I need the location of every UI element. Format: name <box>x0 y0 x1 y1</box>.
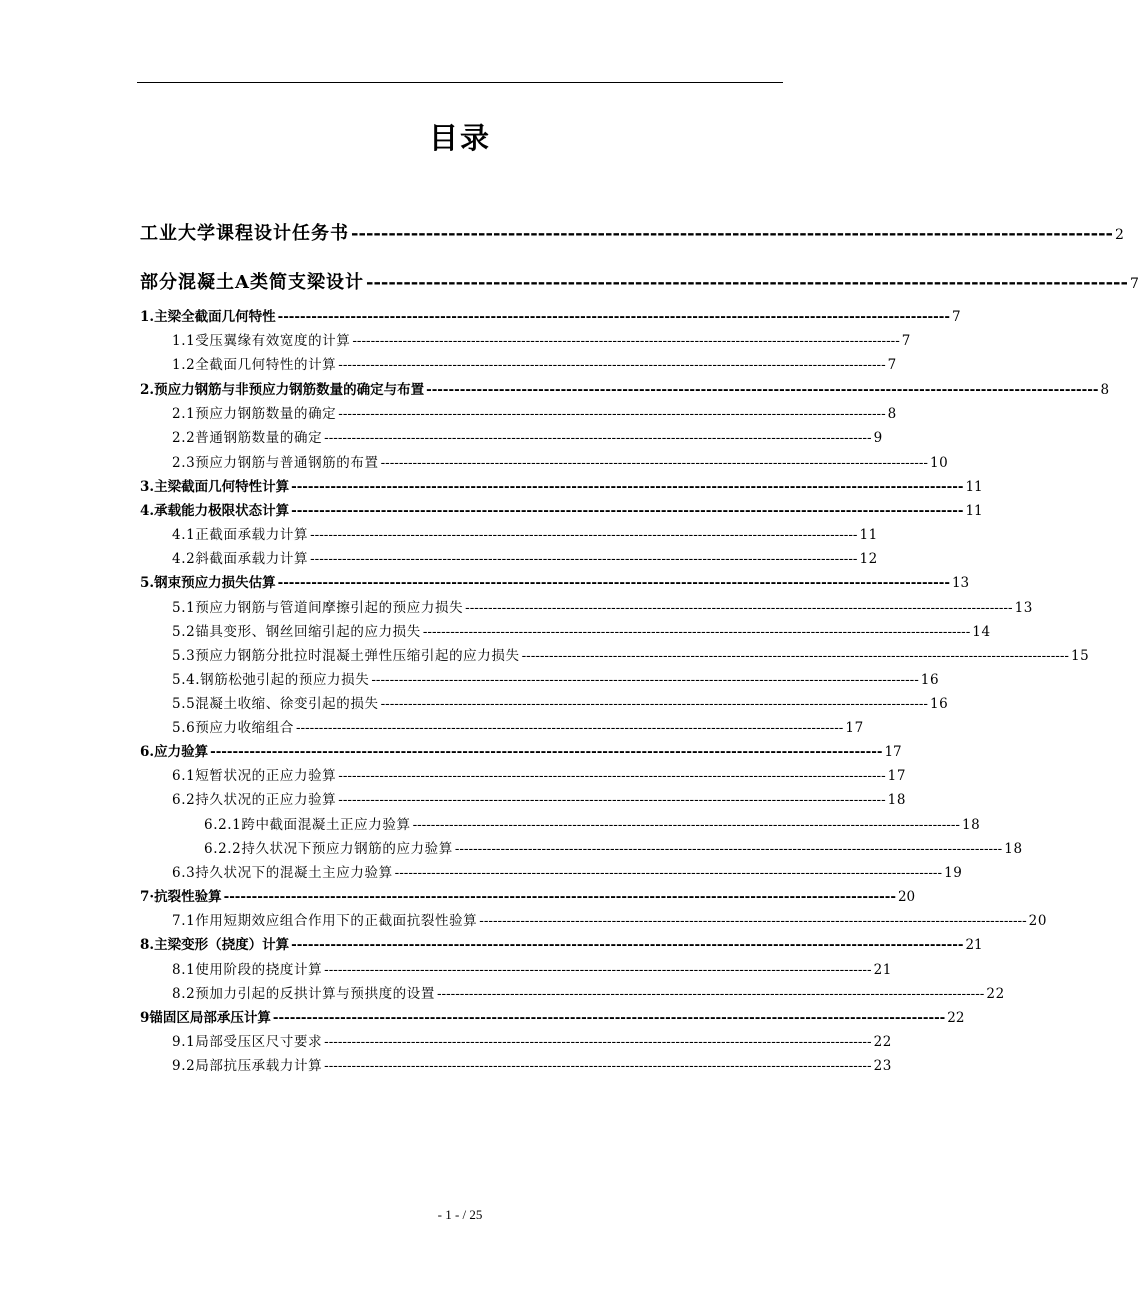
toc-entry[interactable] <box>140 499 983 519</box>
toc-entry-page: 7 <box>1129 276 1140 292</box>
toc-entry-label: 2.3预应力钢筋与普通钢筋的布置 <box>172 455 379 471</box>
toc-entry[interactable] <box>172 426 883 446</box>
toc-entry-page: 17 <box>845 720 864 736</box>
toc-leader: ------------------------------------------------------------------------------------------------------------------------ <box>210 744 883 760</box>
toc-entry-page: 10 <box>929 455 949 471</box>
toc-entry[interactable] <box>140 378 1110 398</box>
toc-entry-label: 9锚固区局部承压计算 <box>140 1010 271 1026</box>
toc-leader: ------------------------------------------------------------------------------------------------------------------------ <box>454 841 1003 857</box>
toc-leader: ------------------------------------------------------------------------------------------------------------------------ <box>465 600 1013 616</box>
toc-entry[interactable] <box>172 547 878 567</box>
toc-entry-page: 18 <box>961 817 981 833</box>
toc-entry[interactable] <box>140 219 1125 245</box>
toc-entry-label: 部分混凝土A类简支梁设计 <box>140 272 364 293</box>
toc-entry-label: 5.5混凝土收缩、徐变引起的损失 <box>172 696 379 712</box>
toc-entry[interactable] <box>172 1030 892 1050</box>
toc-entry[interactable] <box>140 571 970 591</box>
toc-leader: ------------------------------------------------------------------------------------------------------------------------ <box>338 357 886 373</box>
toc-entry-page: 13 <box>951 575 970 591</box>
toc-entry-page: 20 <box>897 889 916 905</box>
toc-entry-page: 15 <box>1070 648 1090 664</box>
toc-entry[interactable] <box>140 933 983 953</box>
toc-leader: ------------------------------------------------------------------------------------------------------------------------ <box>426 382 1099 398</box>
toc-leader: ------------------------------------------------------------------------------------------------------------------------ <box>338 768 886 784</box>
toc-entry-page: 7 <box>901 333 911 349</box>
toc-entry-label: 4.1正截面承载力计算 <box>172 527 309 543</box>
toc-leader: ------------------------------------------------------------------------------------------------------------------------ <box>352 333 900 349</box>
toc-entry-page: 23 <box>873 1058 892 1074</box>
toc-entry-page: 17 <box>884 744 902 760</box>
toc-entry-label: 1.1受压翼缘有效宽度的计算 <box>172 333 351 349</box>
toc-leader: ------------------------------------------------------------------------------------------------------------------------ <box>521 648 1069 664</box>
toc-leader: ------------------------------------------------------------------------------------------------------ <box>365 272 1128 293</box>
toc-entry[interactable] <box>140 475 983 495</box>
toc-leader: ------------------------------------------------------------------------------------------------------------------------ <box>394 865 943 881</box>
toc-entry-label: 2.1预应力钢筋数量的确定 <box>172 406 337 422</box>
toc-entry-page: 13 <box>1014 600 1033 616</box>
toc-leader: ------------------------------------------------------------------------------------------------------------------------ <box>412 817 960 833</box>
toc-entry-label: 8.主梁变形（挠度）计算 <box>140 937 290 953</box>
toc-entry[interactable] <box>172 861 963 881</box>
toc-leader: ------------------------------------------------------------------------------------------------------------------------ <box>371 672 919 688</box>
toc-entry-page: 18 <box>1004 841 1023 857</box>
toc-entry-label: 6.应力验算 <box>140 744 209 760</box>
toc-entry[interactable] <box>172 329 911 349</box>
toc-entry-label: 工业大学课程设计任务书 <box>140 223 349 244</box>
toc-entry[interactable] <box>140 305 961 325</box>
toc-leader: ------------------------------------------------------------------------------------------------------------------------ <box>291 503 964 519</box>
toc-leader: ------------------------------------------------------------------------------------------------------------------------ <box>324 962 872 978</box>
toc-entry-page: 19 <box>944 865 963 881</box>
toc-entry-page: 14 <box>972 624 991 640</box>
toc-entry-label: 1.2全截面几何特性的计算 <box>172 357 337 373</box>
toc-entry-page: 22 <box>947 1010 965 1026</box>
toc-leader: ------------------------------------------------------------------------------------------------------------------------ <box>479 913 1027 929</box>
toc-leader: ------------------------------------------------------------------------------------------------------------------------ <box>310 527 858 543</box>
toc-leader: ------------------------------------------------------------------------------------------------------------------------ <box>338 406 886 422</box>
toc-entry-label: 6.3持久状况下的混凝土主应力验算 <box>172 865 393 881</box>
toc-entry[interactable] <box>172 644 1090 664</box>
toc-entry-page: 8 <box>1100 382 1110 398</box>
toc-entry[interactable] <box>140 740 902 760</box>
toc-entry-page: 16 <box>920 672 940 688</box>
toc-entry-label: 6.2.1跨中截面混凝土正应力验算 <box>204 817 411 833</box>
toc-entry[interactable] <box>172 402 897 422</box>
toc-entry[interactable] <box>172 523 878 543</box>
toc-entry-page: 8 <box>887 406 897 422</box>
toc-entry-page: 9 <box>873 430 883 446</box>
toc-leader: ------------------------------------------------------------------------------------------------------------------------ <box>324 1034 872 1050</box>
toc-entry-page: 22 <box>873 1034 892 1050</box>
toc-entry-page: 7 <box>887 357 897 373</box>
toc-leader: ------------------------------------------------------------------------------------------------------------------------ <box>422 624 971 640</box>
toc-entry[interactable] <box>172 668 940 688</box>
toc-entry[interactable] <box>172 451 949 471</box>
toc-leader: ------------------------------------------------------------------------------------------------------------------------ <box>310 551 858 567</box>
toc-entry-label: 5.4.钢筋松弛引起的预应力损失 <box>172 672 370 688</box>
toc-entry-label: 3.主梁截面几何特性计算 <box>140 479 290 495</box>
toc-leader: ------------------------------------------------------------------------------------------------------------------------ <box>380 696 928 712</box>
toc-leader: ------------------------------------------------------------------------------------------------------ <box>351 223 1114 244</box>
toc-leader: ------------------------------------------------------------------------------------------------------------------------ <box>380 455 928 471</box>
toc-entry-page: 18 <box>887 792 907 808</box>
toc-entry-page: 2 <box>1115 227 1125 243</box>
toc-leader: ------------------------------------------------------------------------------------------------------------------------ <box>324 1058 872 1074</box>
toc-entry[interactable] <box>204 837 1023 857</box>
toc-entry-page: 11 <box>859 527 878 543</box>
toc-entry-label: 7.1作用短期效应组合作用下的正截面抗裂性验算 <box>172 913 478 929</box>
toc-entry-label: 5.1预应力钢筋与管道间摩擦引起的预应力损失 <box>172 600 464 616</box>
toc-entry-page: 22 <box>986 986 1005 1002</box>
toc-entry-page: 21 <box>965 937 983 953</box>
toc-entry-page: 12 <box>859 551 878 567</box>
toc-leader: ------------------------------------------------------------------------------------------------------------------------ <box>436 986 985 1002</box>
toc-entry[interactable] <box>140 1006 965 1026</box>
toc-entry[interactable] <box>172 1054 892 1074</box>
toc-entry-page: 7 <box>951 309 961 325</box>
toc-leader: ------------------------------------------------------------------------------------------------------------------------ <box>338 792 886 808</box>
toc-entry[interactable] <box>172 788 907 808</box>
toc-entry-page: 20 <box>1028 913 1048 929</box>
toc-entry-label: 6.2.2持久状况下预应力钢筋的应力验算 <box>204 841 453 857</box>
toc-entry-label: 5.钢束预应力损失估算 <box>140 575 276 591</box>
toc-entry-label: 7·抗裂性验算 <box>140 889 222 905</box>
toc-entry-page: 21 <box>873 962 892 978</box>
toc-title: 目录 <box>428 121 491 155</box>
toc-entry-label: 2.2普通钢筋数量的确定 <box>172 430 323 446</box>
toc-entry-label: 8.1使用阶段的挠度计算 <box>172 962 323 978</box>
page-number-footer: - 1 - / 25 <box>437 1207 483 1222</box>
toc-entry[interactable] <box>172 620 991 640</box>
toc-entry[interactable] <box>172 596 1033 616</box>
toc-entry-label: 4.承载能力极限状态计算 <box>140 503 290 519</box>
toc-entry-label: 5.3预应力钢筋分批拉时混凝土弹性压缩引起的应力损失 <box>172 648 520 664</box>
toc-entry-page: 17 <box>887 768 907 784</box>
toc-entry-page: 11 <box>965 479 983 495</box>
toc-entry[interactable] <box>172 958 892 978</box>
toc-entry[interactable] <box>204 813 981 833</box>
toc-leader: ------------------------------------------------------------------------------------------------------------------------ <box>295 720 844 736</box>
toc-entry-label: 9.1局部受压区尺寸要求 <box>172 1034 323 1050</box>
toc-entry-page: 11 <box>965 503 983 519</box>
toc-leader: ------------------------------------------------------------------------------------------------------------------------ <box>272 1010 946 1026</box>
toc-entry-label: 6.1短暂状况的正应力验算 <box>172 768 337 784</box>
toc-entry-label: 2.预应力钢筋与非预应力钢筋数量的确定与布置 <box>140 382 425 398</box>
toc-leader: ------------------------------------------------------------------------------------------------------------------------ <box>291 479 964 495</box>
toc-entry[interactable] <box>172 982 1005 1002</box>
toc-entry-label: 8.2预加力引起的反拱计算与预拱度的设置 <box>172 986 435 1002</box>
toc-entry[interactable] <box>172 716 864 736</box>
toc-entry[interactable] <box>172 909 1048 929</box>
toc-entry[interactable] <box>140 885 916 905</box>
toc-entry-label: 4.2斜截面承载力计算 <box>172 551 309 567</box>
toc-entry-label: 5.6预应力收缩组合 <box>172 720 294 736</box>
toc-leader: ------------------------------------------------------------------------------------------------------------------------ <box>324 430 872 446</box>
toc-entry-label: 5.2锚具变形、钢丝回缩引起的应力损失 <box>172 624 421 640</box>
toc-leader: ------------------------------------------------------------------------------------------------------------------------ <box>223 889 896 905</box>
toc-entry-page: 16 <box>929 696 949 712</box>
toc-leader: ------------------------------------------------------------------------------------------------------------------------ <box>277 575 950 591</box>
toc-entry-label: 6.2持久状况的正应力验算 <box>172 792 337 808</box>
toc-entry[interactable] <box>172 692 949 712</box>
toc-entry[interactable] <box>172 353 897 373</box>
toc-leader: ------------------------------------------------------------------------------------------------------------------------ <box>291 937 964 953</box>
toc-entry[interactable] <box>140 268 1140 294</box>
toc-leader: ------------------------------------------------------------------------------------------------------------------------ <box>277 309 950 325</box>
toc-entry[interactable] <box>172 764 907 784</box>
toc-entry-label: 9.2局部抗压承载力计算 <box>172 1058 323 1074</box>
toc-entry-label: 1.主梁全截面几何特性 <box>140 309 276 325</box>
